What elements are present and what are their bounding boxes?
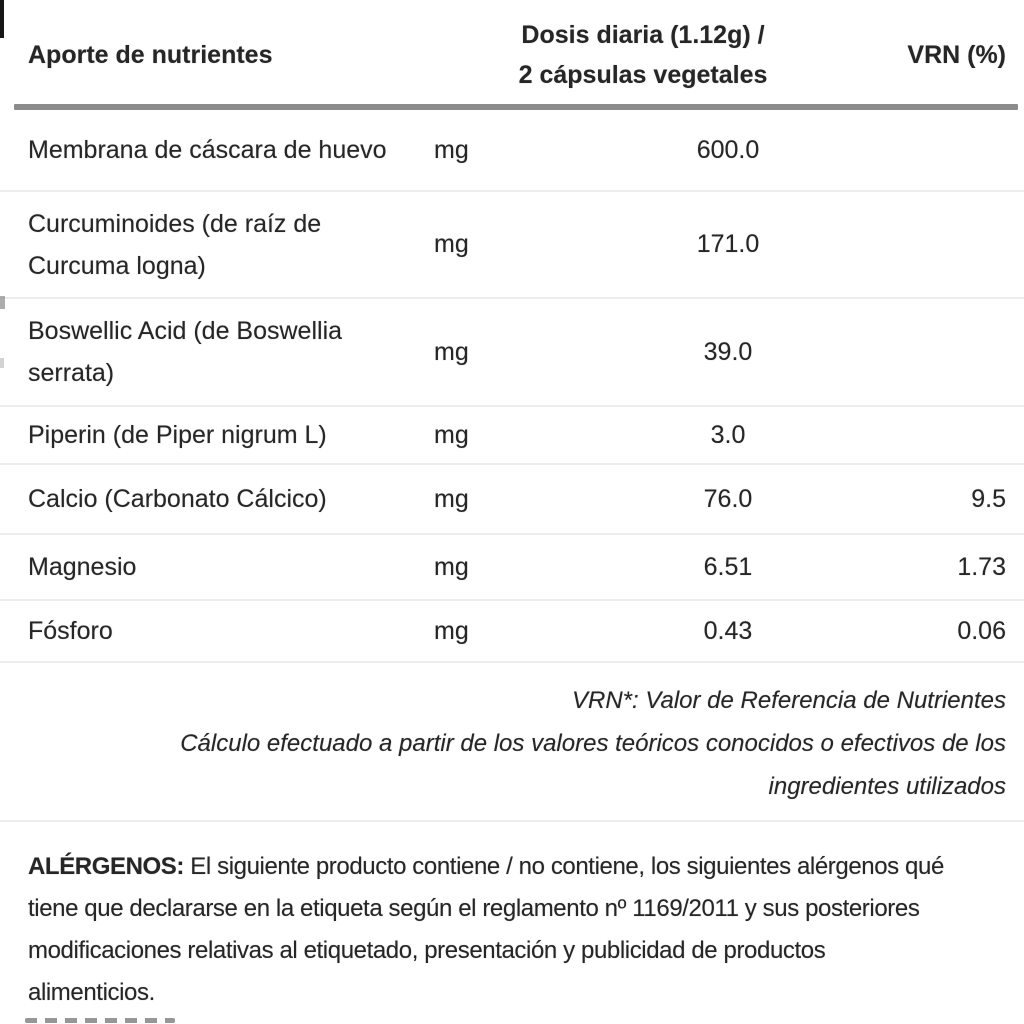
unit-cell: mg (434, 337, 469, 366)
scan-artifact-corner (0, 0, 4, 38)
nutrient-name: Piperin (de Piper nigrum L) (28, 421, 327, 449)
dose-cell: 6.51 (703, 552, 753, 581)
vrn-cell: 1.73 (957, 552, 1006, 581)
table-row (0, 465, 1024, 535)
scan-artifact-edge (0, 296, 5, 309)
table-row (0, 407, 1024, 465)
dose-cell: 3.0 (710, 420, 746, 449)
vrn-footnote-line3: ingredientes utilizados (768, 773, 1006, 800)
unit-cell: mg (434, 420, 469, 449)
scan-artifact-edge (0, 358, 4, 368)
vrn-cell: 9.5 (971, 484, 1006, 513)
allergens-line1 (28, 846, 1006, 888)
nutrient-name: Magnesio (28, 553, 137, 581)
dose-cell: 0.43 (703, 616, 753, 645)
nutrient-name: Boswellic Acid (de Boswellia serrata) (28, 317, 343, 387)
table-row (0, 299, 1024, 407)
header-dose-line1: Dosis diaria (1.12g) / (521, 21, 765, 49)
vrn-cell: 0.06 (957, 616, 1006, 645)
dose-cell: 600.0 (696, 135, 760, 164)
allergens-line4: alimenticios. (28, 979, 155, 1006)
table-row (0, 601, 1024, 663)
table-row (0, 110, 1024, 192)
table-header (0, 0, 1024, 104)
vrn-footnote-line2: Cálculo efectuado a partir de los valores teóricos conocidos o efectivos de los (180, 730, 1006, 757)
vrn-footnote-line1: VRN*: Valor de Referencia de Nutrientes (572, 687, 1006, 714)
cropped-text-artifact (25, 1018, 175, 1023)
dose-cell: 76.0 (703, 484, 753, 513)
unit-cell: mg (434, 230, 469, 258)
header-dose-line2: 2 cápsulas vegetales (518, 61, 768, 89)
nutrient-name: Membrana de cáscara de huevo (28, 136, 387, 164)
header-nutrient-column: Aporte de nutrientes (28, 40, 273, 69)
allergens-label: ALÉRGENOS: (28, 853, 185, 880)
header-vrn-column: VRN (%) (907, 40, 1006, 69)
nutrient-name: Calcio (Carbonato Cálcico) (28, 485, 327, 513)
header-dose-column (418, 15, 868, 95)
allergens-line1-text: El siguiente producto contiene / no contiene, los siguientes alérgenos qué (190, 853, 944, 880)
table-row (0, 192, 1024, 299)
nutrient-name: Curcuminoides (de raíz de Curcuma logna) (28, 209, 322, 280)
allergens-line2: tiene que declararse en la etiqueta según el reglamento nº 1169/2011 y sus posteriores (28, 895, 920, 922)
vrn-footnote (0, 663, 1024, 822)
allergens-paragraph (0, 822, 1024, 1014)
dose-cell: 171.0 (696, 230, 760, 258)
table-row (0, 535, 1024, 601)
unit-cell: mg (434, 484, 469, 513)
unit-cell: mg (434, 135, 469, 164)
unit-cell: mg (434, 552, 469, 581)
unit-cell: mg (434, 616, 469, 645)
dose-cell: 39.0 (703, 337, 753, 366)
allergens-line3: modificaciones relativas al etiquetado, presentación y publicidad de productos (28, 937, 826, 964)
nutrient-name: Fósforo (28, 617, 113, 645)
